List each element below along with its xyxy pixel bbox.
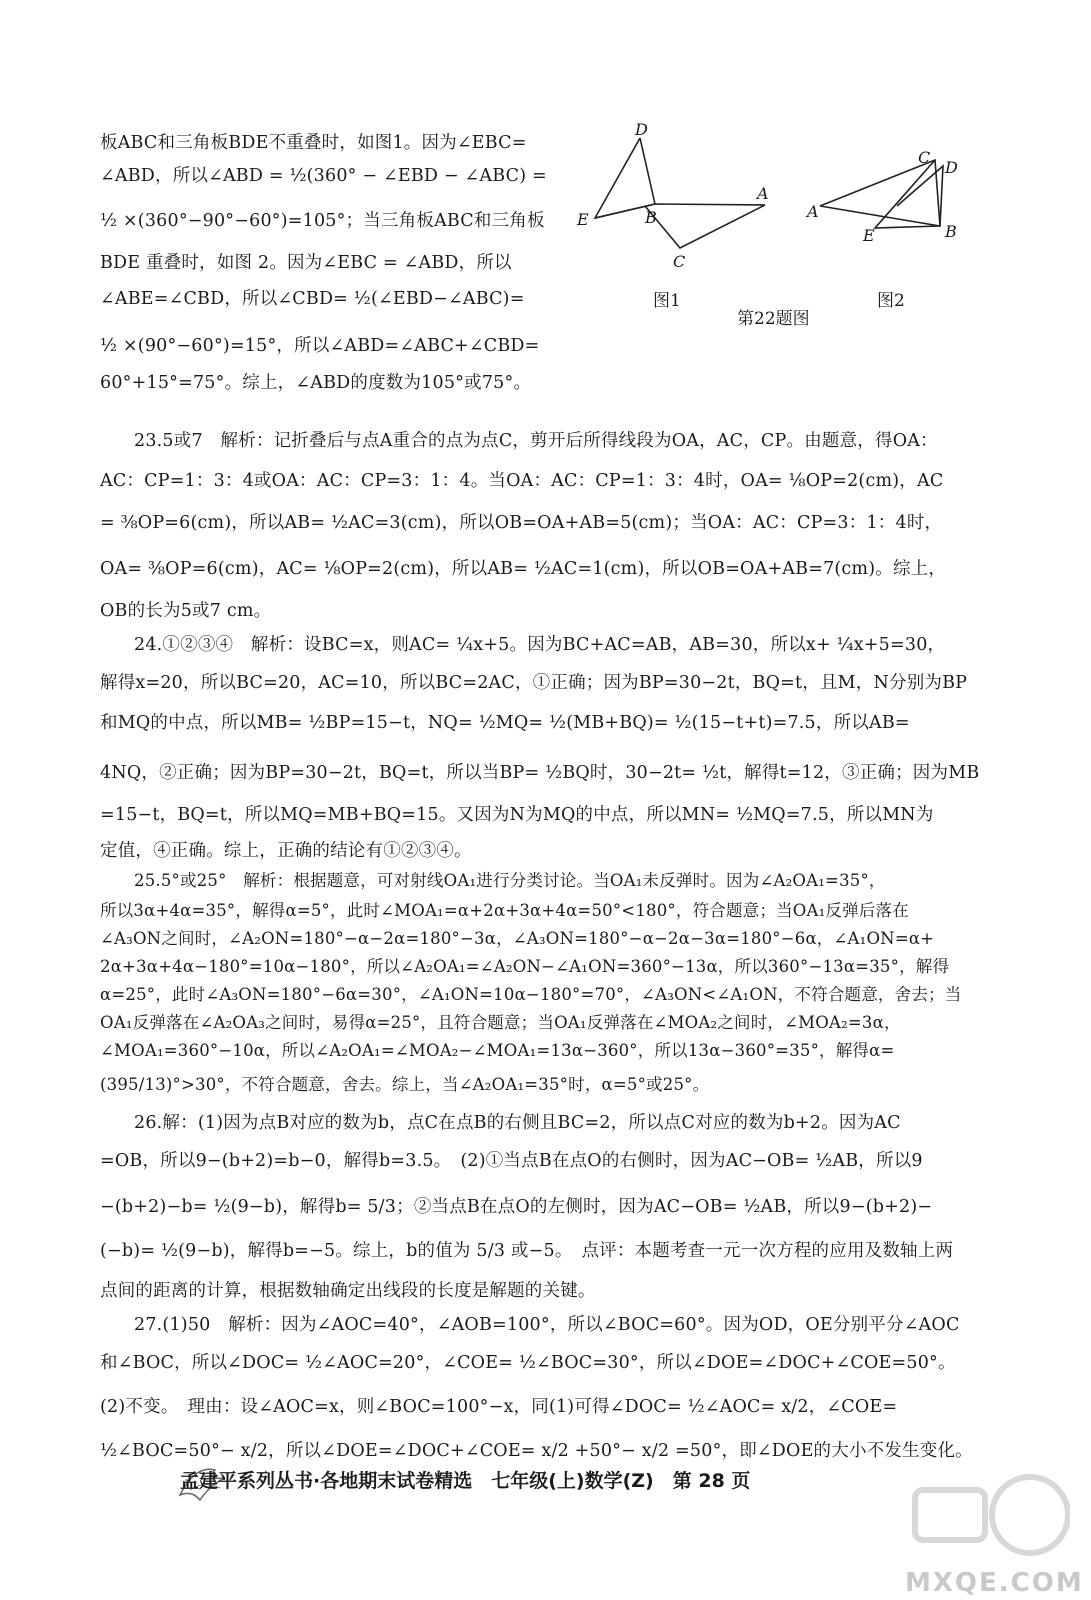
text-line: (2)不变。 理由：设∠AOC=x，则∠BOC=100°−x，同(1)可得∠DOC= ½∠AOC= x/2，∠COE=	[100, 1397, 898, 1417]
text-line: OA₁反弹落在∠A₂OA₃之间时，易得α=25°，且符合题意；当OA₁反弹落在∠MOA₂之间时，∠MOA₂=3α，	[100, 1013, 901, 1032]
text-line: α=25°，此时∠A₃ON=180°−6α=30°，∠A₁ON=10α−180°=70°，∠A₃ON<∠A₁ON，不符合题意，舍去；当	[100, 985, 962, 1004]
text-line: OB的长为5或7 cm。	[100, 601, 272, 621]
text-line: ∠A₃ON之间时，∠A₂ON=180°−α−2α=180°−3α，∠A₃ON=180°−α−2α−3α=180°−6α，∠A₁ON=α+	[100, 929, 935, 948]
label-a: A	[757, 184, 769, 203]
label-b: B	[945, 222, 957, 241]
text-line: 定值，④正确。综上，正确的结论有①②③④。	[100, 841, 472, 861]
text-line: 解得x=20，所以BC=20，AC=10，所以BC=2AC，①正确；因为BP=30−2t，BQ=t，且M，N分别为BP	[100, 673, 968, 693]
text-line: =OB，所以9−(b+2)=b−0，解得b=3.5。 (2)①当点B在点O的右侧时，因为AC−OB= ½AB，所以9	[100, 1151, 923, 1171]
text-line: 24.①②③④ 解析：设BC=x，则AC= ¼x+5。因为BC+AC=AB，AB=30，所以x+ ¼x+5=30，	[134, 635, 946, 655]
label-c: C	[673, 252, 686, 271]
text-line: 60°+15°=75°。综上，∠ABD的度数为105°或75°。	[100, 373, 532, 393]
text-line: 2α+3α+4α−180°=10α−180°，所以∠A₂OA₁=∠A₂ON−∠A₁ON=360°−13α，所以360°−13α=35°，解得	[100, 957, 950, 976]
label-a: A	[807, 202, 819, 221]
text-line: (395/13)°>30°，不符合题意，舍去。综上，当∠A₂OA₁=35°时，α=5°或25°。	[100, 1075, 710, 1094]
label-d: D	[635, 120, 648, 139]
text-line: (−b)= ½(9−b)，解得b=−5。综上，b的值为 5/3 或−5。 点评：本题考查一元一次方程的应用及数轴上两	[100, 1241, 954, 1261]
page-footer	[180, 1466, 980, 1506]
text-line: ∠ABD，所以∠ABD = ½(360° − ∠EBD − ∠ABC) =	[100, 166, 547, 186]
text-line: ½ ×(360°−90°−60°)=105°；当三角板ABC和三角板	[100, 211, 545, 231]
label-b: B	[645, 208, 657, 227]
text-line: ∠MOA₁=360°−10α，所以∠A₂OA₁=∠MOA₂−∠MOA₁=13α−360°，所以13α−360°=35°，解得α=	[100, 1041, 895, 1060]
footer-text: 孟建平系列丛书·各地期末试卷精选 七年级(上)数学(Z) 第 28 页	[180, 1470, 751, 1492]
watermark-text: MXQE.COM	[905, 1568, 1084, 1598]
figure-2-caption: 图2	[877, 291, 905, 311]
text-line: 和MQ的中点，所以MB= ½BP=15−t，NQ= ½MQ= ½(MB+BQ)= ½(15−t+t)=7.5，所以AB=	[100, 713, 910, 733]
text-line: 27.(1)50 解析：因为∠AOC=40°，∠AOB=100°，所以∠BOC=60°。因为OD，OE分别平分∠AOC	[134, 1315, 960, 1335]
figure-1-caption: 图1	[653, 291, 681, 311]
label-c: C	[918, 148, 931, 167]
text-line: 4NQ，②正确；因为BP=30−2t，BQ=t，所以当BP= ½BQ时，30−2t= ½t，解得t=12，③正确；因为MB	[100, 763, 980, 783]
problem-22-figure	[575, 118, 990, 338]
text-line: 板ABC和三角板BDE不重叠时，如图1。因为∠EBC=	[100, 133, 527, 153]
text-line: ∠ABE=∠CBD，所以∠CBD= ½(∠EBD−∠ABC)=	[100, 289, 525, 309]
text-line: =15−t，BQ=t，所以MQ=MB+BQ=15。又因为N为MQ的中点，所以MN= ½MQ=7.5，所以MN为	[100, 805, 934, 825]
text-line: AC：CP=1：3：4或OA：AC：CP=3：1：4。当OA：AC：CP=1：3：4时，OA= ⅛OP=2(cm)，AC	[100, 471, 944, 491]
figure-1-drawing	[595, 138, 765, 248]
label-d: D	[945, 158, 958, 177]
figure-2-drawing	[820, 160, 943, 228]
watermark-logo-icon	[910, 1455, 1070, 1585]
text-line: 所以3α+4α=35°，解得α=5°，此时∠MOA₁=α+2α+3α+4α=50°<180°，符合题意；当OA₁反弹后落在	[100, 901, 909, 920]
text-line: 点间的距离的计算，根据数轴确定出线段的长度是解题的关键。	[100, 1281, 596, 1301]
label-e: E	[577, 210, 589, 229]
text-line: ½∠BOC=50°− x/2，所以∠DOE=∠DOC+∠COE= x/2 +50°− x/2 =50°，即∠DOE的大小不发生变化。	[100, 1441, 973, 1461]
text-line: ½ ×(90°−60°)=15°，所以∠ABD=∠ABC+∠CBD=	[100, 336, 540, 356]
text-line: 23.5或7 解析：记折叠后与点A重合的点为点C，剪开后所得线段为OA，AC，CP。由题意，得OA：	[134, 431, 938, 451]
text-line: 25.5°或25° 解析：根据题意，可对射线OA₁进行分类讨论。当OA₁未反弹时。因为∠A₂OA₁=35°，	[134, 871, 886, 890]
text-line: −(b+2)−b= ½(9−b)，解得b= 5/3；②当点B在点O的左侧时，因为AC−OB= ½AB，所以9−(b+2)−	[100, 1197, 933, 1217]
label-e: E	[863, 226, 875, 245]
text-line: OA= ⅜OP=6(cm)，AC= ⅛OP=2(cm)，所以AB= ½AC=1(cm)，所以OB=OA+AB=7(cm)。综上，	[100, 559, 947, 579]
figure-main-caption: 第22题图	[737, 309, 810, 329]
text-line: = ⅜OP=6(cm)，所以AB= ½AC=3(cm)，所以OB=OA+AB=5(cm)；当OA：AC：CP=3：1：4时，	[100, 513, 943, 533]
text-line: BDE 重叠时，如图 2。因为∠EBC = ∠ABD，所以	[100, 253, 512, 273]
text-line: 和∠BOC，所以∠DOC= ½∠AOC=20°，∠COE= ½∠BOC=30°，所以∠DOE=∠DOC+∠COE=50°。	[100, 1353, 956, 1373]
text-line: 26.解：(1)因为点B对应的数为b，点C在点B的右侧且BC=2，所以点C对应的数为b+2。因为AC	[134, 1113, 901, 1133]
